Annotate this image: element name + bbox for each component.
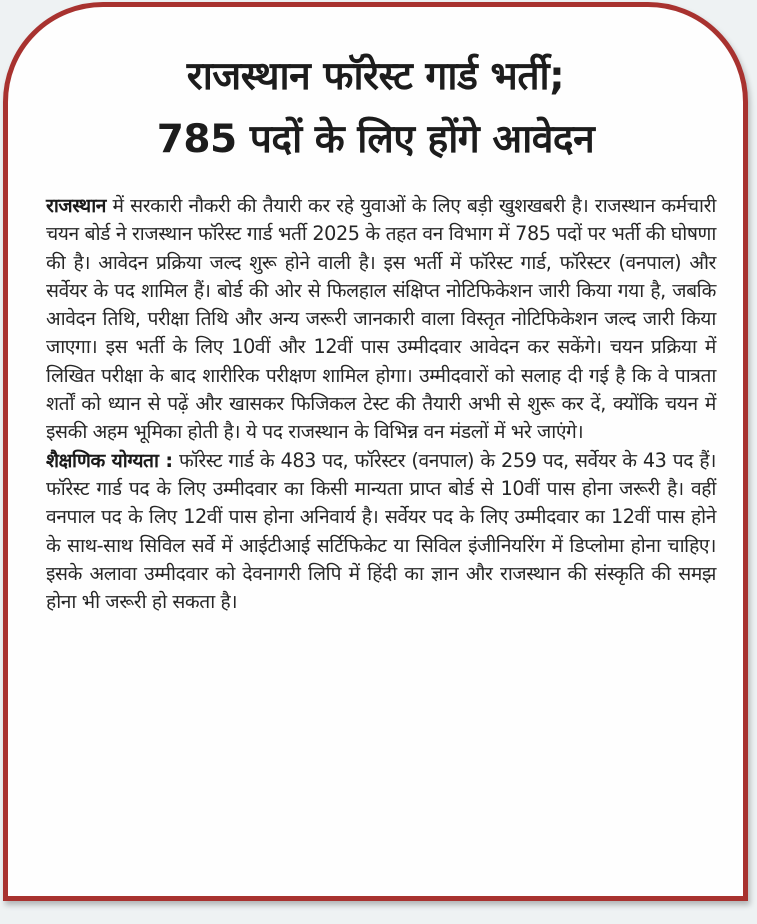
paragraph-eligibility-text: फॉरेस्ट गार्ड के 483 पद, फॉरेस्टर (वनपाल) के 259 पद, सर्वेयर के 43 पद हैं। फॉरेस्ट गार्ड पद के लिए उम्मीदवार का किसी मान्यता प्राप्त बोर्ड से 10वीं पास होना जरूरी है। वहीं वनपाल पद के लिए 12वीं पास होना अनिवार्य है। सर्वेयर पद के लिए उम्मीदवार का 12वीं पास होने के साथ-साथ सिविल सर्वे में आईटीआई सर्टिफिकेट या सिविल इंजीनियरिंग में डिप्लोमा होना चाहिए। इसके अलावा उम्मीदवार को देवनागरी लिपि में हिंदी का ज्ञान और राजस्थान की संस्कृति की समझ होना भी जरूरी हो सकता है। [46, 448, 716, 614]
article-body [46, 192, 716, 616]
paragraph-eligibility [46, 447, 716, 617]
news-clipping-card [3, 2, 748, 901]
eligibility-label: शैक्षणिक योग्यता : [46, 448, 173, 472]
lead-word: राजस्थान [46, 194, 107, 217]
headline [8, 45, 743, 171]
headline-line-1: राजस्थान फॉरेस्ट गार्ड भर्ती; [186, 54, 565, 99]
paragraph-intro-text: में सरकारी नौकरी की तैयारी कर रहे युवाओं के लिए बड़ी खुशखबरी है। राजस्थान कर्मचारी चयन बोर्ड ने राजस्थान फॉरेस्ट गार्ड भर्ती 2025 के तहत वन विभाग में 785 पदों पर भर्ती की घोषणा की है। आवेदन प्रक्रिया जल्द शुरू होने वाली है। इस भर्ती में फॉरेस्ट गार्ड, फॉरेस्टर (वनपाल) और सर्वेयर के पद शामिल हैं। बोर्ड की ओर से फिलहाल संक्षिप्त नोटिफिकेशन जारी किया गया है, जबकि आवेदन तिथि, परीक्षा तिथि और अन्य जरूरी जानकारी वाला विस्तृत नोटिफिकेशन जल्द जारी किया जाएगा। इस भर्ती के लिए 10वीं और 12वीं पास उम्मीदवार आवेदन कर सकेंगे। चयन प्रक्रिया में लिखित परीक्षा के बाद शारीरिक परीक्षण शामिल होगा। उम्मीदवारों को सलाह दी गई है कि वे पात्रता शर्तों को ध्यान से पढ़ें और खासकर फिजिकल टेस्ट की तैयारी अभी से शुरू कर दें, क्योंकि चयन में इसकी अहम भूमिका होती है। ये पद राजस्थान के विभिन्न वन मंडलों में भरे जाएंगे। [46, 194, 716, 444]
headline-line-2: 785 पदों के लिए होंगे आवेदन [156, 117, 595, 162]
paragraph-intro [46, 192, 716, 447]
